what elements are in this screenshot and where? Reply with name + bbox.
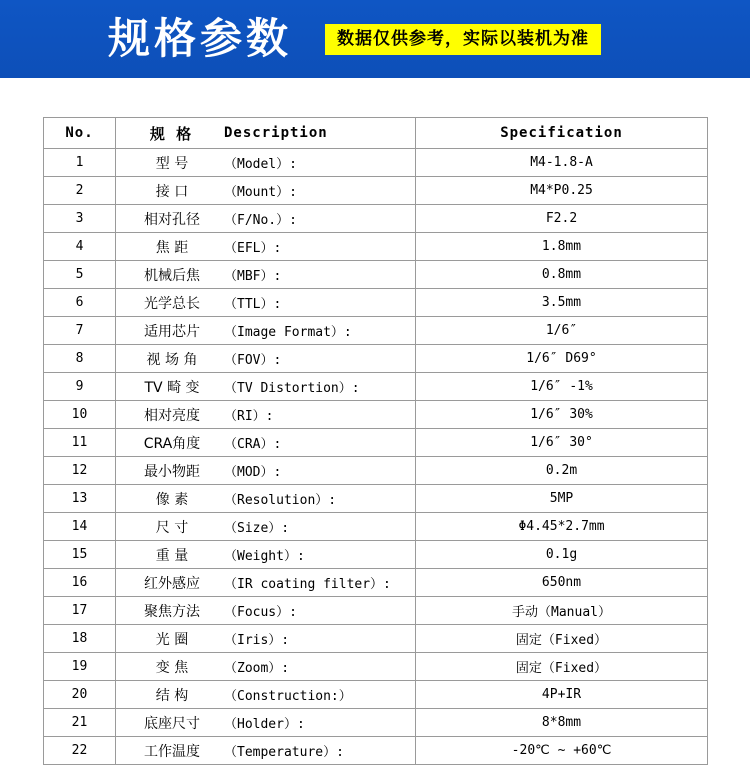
row-description-en: （Holder）: <box>224 717 305 732</box>
row-specification: 1/6″ -1% <box>416 373 708 401</box>
row-number: 1 <box>44 149 116 177</box>
row-description <box>116 709 416 737</box>
row-description-cn: 最小物距 <box>144 463 200 480</box>
column-header-description-cn: 规 格 <box>149 124 195 143</box>
table-row <box>44 177 708 205</box>
table-row <box>44 317 708 345</box>
row-description-en: （Temperature）: <box>224 745 344 760</box>
table-row <box>44 541 708 569</box>
row-description-en: （Zoom）: <box>224 661 290 676</box>
row-description-cn: 结 构 <box>155 687 189 704</box>
disclaimer-badge: 数据仅供参考，实际以装机为准 <box>325 24 601 55</box>
table-row <box>44 625 708 653</box>
row-description-cn: 相对孔径 <box>144 211 200 228</box>
table-row <box>44 261 708 289</box>
row-specification: 0.2m <box>416 457 708 485</box>
column-header-no: No. <box>44 118 116 149</box>
table-row <box>44 205 708 233</box>
row-specification: 5MP <box>416 485 708 513</box>
row-description-cn: 红外感应 <box>144 575 200 592</box>
row-number: 14 <box>44 513 116 541</box>
row-description-cn: 适用芯片 <box>144 323 200 340</box>
row-description <box>116 513 416 541</box>
row-number: 17 <box>44 597 116 625</box>
row-description <box>116 681 416 709</box>
row-description <box>116 429 416 457</box>
row-description <box>116 401 416 429</box>
row-description-en: （EFL）: <box>224 241 282 256</box>
row-description <box>116 345 416 373</box>
row-specification: 手动（Manual） <box>416 597 708 625</box>
row-number: 2 <box>44 177 116 205</box>
row-description-cn: 像 素 <box>155 491 189 508</box>
row-number: 8 <box>44 345 116 373</box>
row-description-cn: 底座尺寸 <box>144 715 200 732</box>
table-row <box>44 569 708 597</box>
row-number: 5 <box>44 261 116 289</box>
row-description <box>116 261 416 289</box>
row-number: 16 <box>44 569 116 597</box>
row-description <box>116 625 416 653</box>
row-specification: 0.8mm <box>416 261 708 289</box>
row-number: 7 <box>44 317 116 345</box>
row-description-cn: 光 圈 <box>155 631 189 648</box>
row-description-en: （Model）: <box>224 157 297 172</box>
row-description-cn: 焦 距 <box>155 239 189 256</box>
row-description-en: （Iris）: <box>224 633 290 648</box>
specification-table-container <box>43 117 707 765</box>
row-specification: 1/6″ D69° <box>416 345 708 373</box>
header-banner <box>0 0 750 78</box>
row-number: 9 <box>44 373 116 401</box>
row-specification: F2.2 <box>416 205 708 233</box>
row-description-cn: CRA角度 <box>143 435 201 452</box>
row-description <box>116 205 416 233</box>
row-description <box>116 737 416 765</box>
row-number: 21 <box>44 709 116 737</box>
row-description-cn: TV 畸 变 <box>144 379 200 396</box>
row-description <box>116 457 416 485</box>
table-row <box>44 457 708 485</box>
row-specification: 650nm <box>416 569 708 597</box>
row-description-cn: 机械后焦 <box>144 267 200 284</box>
table-row <box>44 681 708 709</box>
row-specification: 1/6″ 30° <box>416 429 708 457</box>
row-number: 15 <box>44 541 116 569</box>
table-header <box>44 118 708 149</box>
row-number: 18 <box>44 625 116 653</box>
row-description-cn: 重 量 <box>155 547 189 564</box>
row-description-en: （Mount）: <box>224 185 297 200</box>
table-row <box>44 401 708 429</box>
table-row <box>44 709 708 737</box>
row-specification: 4P+IR <box>416 681 708 709</box>
row-description-en: （CRA）: <box>224 437 282 452</box>
row-description-en: （Resolution）: <box>224 493 337 508</box>
row-description-en: （Image Format）: <box>224 325 352 340</box>
row-description <box>116 317 416 345</box>
row-specification: 3.5mm <box>416 289 708 317</box>
row-specification: Φ4.45*2.7mm <box>416 513 708 541</box>
row-description <box>116 569 416 597</box>
column-header-description-en: Description <box>224 125 328 141</box>
row-number: 13 <box>44 485 116 513</box>
row-number: 3 <box>44 205 116 233</box>
row-specification: 1.8mm <box>416 233 708 261</box>
row-description-cn: 光学总长 <box>144 295 200 312</box>
row-specification: -20℃ ~ +60℃ <box>416 737 708 765</box>
row-specification: 固定（Fixed） <box>416 625 708 653</box>
row-description-en: （MOD）: <box>224 465 282 480</box>
column-header-description <box>116 118 416 149</box>
row-number: 4 <box>44 233 116 261</box>
row-number: 6 <box>44 289 116 317</box>
table-row <box>44 653 708 681</box>
table-row <box>44 485 708 513</box>
row-specification: M4*P0.25 <box>416 177 708 205</box>
row-specification: 1/6″ 30% <box>416 401 708 429</box>
table-row <box>44 149 708 177</box>
row-description <box>116 541 416 569</box>
table-row <box>44 233 708 261</box>
row-description <box>116 177 416 205</box>
row-description <box>116 597 416 625</box>
row-description-cn: 变 焦 <box>155 659 189 676</box>
row-description-en: （Construction:） <box>224 689 352 704</box>
row-description-en: （RI）: <box>224 409 274 424</box>
table-row <box>44 429 708 457</box>
table-row <box>44 289 708 317</box>
table-body <box>44 149 708 765</box>
row-description-en: （Weight）: <box>224 549 305 564</box>
row-description-en: （TV Distortion）: <box>224 381 360 396</box>
table-header-row <box>44 118 708 149</box>
row-description-cn: 尺 寸 <box>155 519 189 536</box>
row-number: 19 <box>44 653 116 681</box>
row-description <box>116 373 416 401</box>
row-specification: 0.1g <box>416 541 708 569</box>
row-description <box>116 289 416 317</box>
row-description-en: （TTL）: <box>224 297 282 312</box>
row-description-cn: 工作温度 <box>144 743 200 760</box>
row-description-cn: 型 号 <box>155 155 189 172</box>
row-description-cn: 聚焦方法 <box>144 603 200 620</box>
row-number: 10 <box>44 401 116 429</box>
row-number: 12 <box>44 457 116 485</box>
row-description <box>116 233 416 261</box>
specification-table <box>43 117 708 765</box>
row-description-cn: 相对亮度 <box>144 407 200 424</box>
row-description-en: （Size）: <box>224 521 290 536</box>
row-number: 20 <box>44 681 116 709</box>
row-specification: M4-1.8-A <box>416 149 708 177</box>
row-description-en: （FOV）: <box>224 353 282 368</box>
row-description <box>116 653 416 681</box>
row-number: 22 <box>44 737 116 765</box>
table-row <box>44 597 708 625</box>
row-description-en: （F/No.）: <box>224 213 297 228</box>
table-row <box>44 345 708 373</box>
row-description-cn: 接 口 <box>155 183 189 200</box>
row-description-en: （Focus）: <box>224 605 297 620</box>
row-description-en: （IR coating filter）: <box>224 577 391 592</box>
row-specification: 固定（Fixed） <box>416 653 708 681</box>
row-description <box>116 485 416 513</box>
table-row <box>44 737 708 765</box>
row-specification: 1/6″ <box>416 317 708 345</box>
table-row <box>44 373 708 401</box>
row-description <box>116 149 416 177</box>
table-row <box>44 513 708 541</box>
row-specification: 8*8mm <box>416 709 708 737</box>
row-description-en: （MBF）: <box>224 269 282 284</box>
row-description-cn: 视 场 角 <box>146 351 198 368</box>
row-number: 11 <box>44 429 116 457</box>
column-header-specification: Specification <box>416 118 708 149</box>
page-title: 规格参数 <box>108 14 293 63</box>
